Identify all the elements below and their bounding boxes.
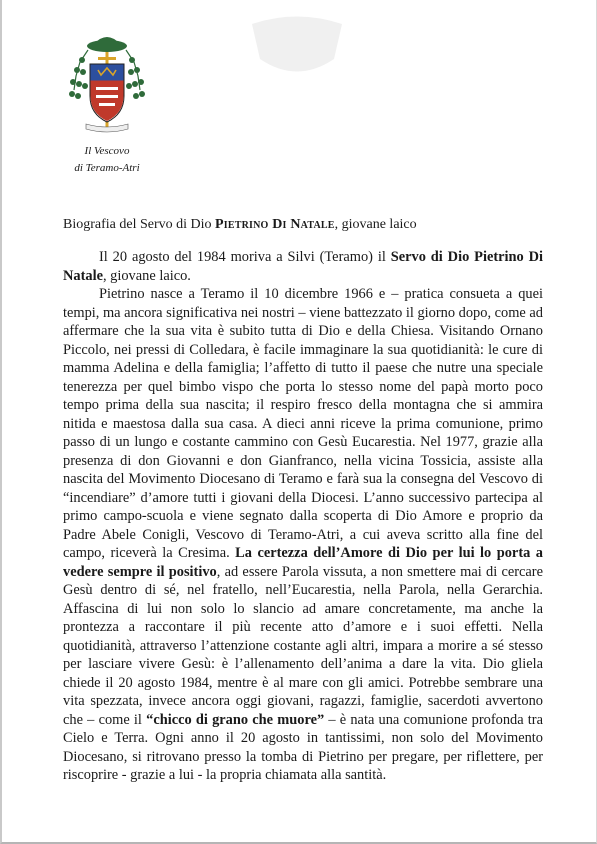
title-name: Pietrino Di Natale bbox=[215, 217, 335, 232]
bishop-signature-block bbox=[57, 143, 157, 177]
signature-line-2: di Teramo-Atri bbox=[74, 162, 140, 174]
p1-bold-1: Servo di Dio Pietrino Di Natale bbox=[63, 249, 543, 284]
title-prefix: Biografia del Servo di Dio bbox=[63, 217, 216, 232]
faint-crest-watermark-icon bbox=[242, 14, 352, 84]
biography-body bbox=[63, 248, 543, 785]
paragraph-1 bbox=[63, 248, 543, 285]
p2-text-2: , ad essere Parola vissuta, a non smettere mai di cercare Gesù dentro di sé, nel fratello, nell’Eucarestia, nella Parola, nella Gerarchia. Affascina di lui non solo lo slancio ad amare concretamente, ma anche la prontezza a raccontare il più recente atto d’amore e i suoi effetti. Nella quotidianità, attraverso l’attenzione costante agli altri, impara a morire a sé stesso per lasciare vivere Gesù: è l’allenamento dell’anima a dare la vita. Dio gliela chiede il 20 agosto 1984, mentre è al mare con gli amici. Potrebbe sembrare una vita spezzata, invece ancora oggi giovani, ragazzi, famiglie, sacerdoti avvertono che – come il bbox=[63, 563, 543, 728]
signature-line-1: Il Vescovo bbox=[84, 145, 130, 157]
paragraph-2 bbox=[63, 285, 543, 785]
document-title bbox=[63, 216, 563, 234]
p1-text-2: , giovane laico. bbox=[102, 267, 191, 284]
p2-text-3: – è nata una comunione profonda tra Cielo e Terra. Ogni anno il 20 agosto in tantissimi, non solo del Movimento Diocesano, si ritrovano presso la tomba di Pietrino per pregare, per riflettere, per riscoprire - grazie a lui - la propria chiamata alla santità. bbox=[63, 711, 543, 783]
p1-text-1: Il 20 agosto del 1984 moriva a Silvi (Teramo) il bbox=[99, 249, 391, 265]
episcopal-coat-of-arms-icon bbox=[68, 30, 146, 134]
p2-bold-2: “chicco di grano che muore” bbox=[146, 711, 325, 728]
title-suffix: , giovane laico bbox=[334, 217, 417, 232]
p2-bold-1: La certezza dell’Amore di Dio per lui lo porta a vedere sempre il positivo bbox=[63, 545, 543, 580]
p2-text-1: Pietrino nasce a Teramo il 10 dicembre 1966 e – pratica consueta a quei tempi, ma ancora significativa nei nostri – viene battezzato il giorno dopo, come ad affermare che la sua vita è subito tutta di Dio e della Chiesa. Visitando Ornano Piccolo, nei pressi di Colledara, è facile immaginare la sua quotidianità: le cure di mamma Adelina e della famiglia; l’affetto di tutto il paese che nutre una speciale tenerezza per quel bimbo vispo che porta lo stesso nome del papà morto poco tempo prima della sua nascita; il respiro fresco della montagna che si ammira nitida e maestosa dalla sua casa. A dieci anni riceve la prima comunione, primo passo di un lungo e costante cammino con Gesù Eucarestia. Nel 1977, grazie alla presenza di don Giovanni e don Gianfranco, nella vicina Tossicia, assiste alla nascita del Movimento Diocesano di Teramo e farà sua la consegna del Vescovo di “incendiare” d’amore tutti i giovani della Diocesi. L’anno successivo partecipa al primo campo-scuola e viene segnato dalla scoperta di Dio Amore e proprio da Padre Abele Conigli, Vescovo di Teramo-Atri, a cui aveva scritto alla fine del campo, riceverà la Cresima. bbox=[63, 286, 543, 561]
